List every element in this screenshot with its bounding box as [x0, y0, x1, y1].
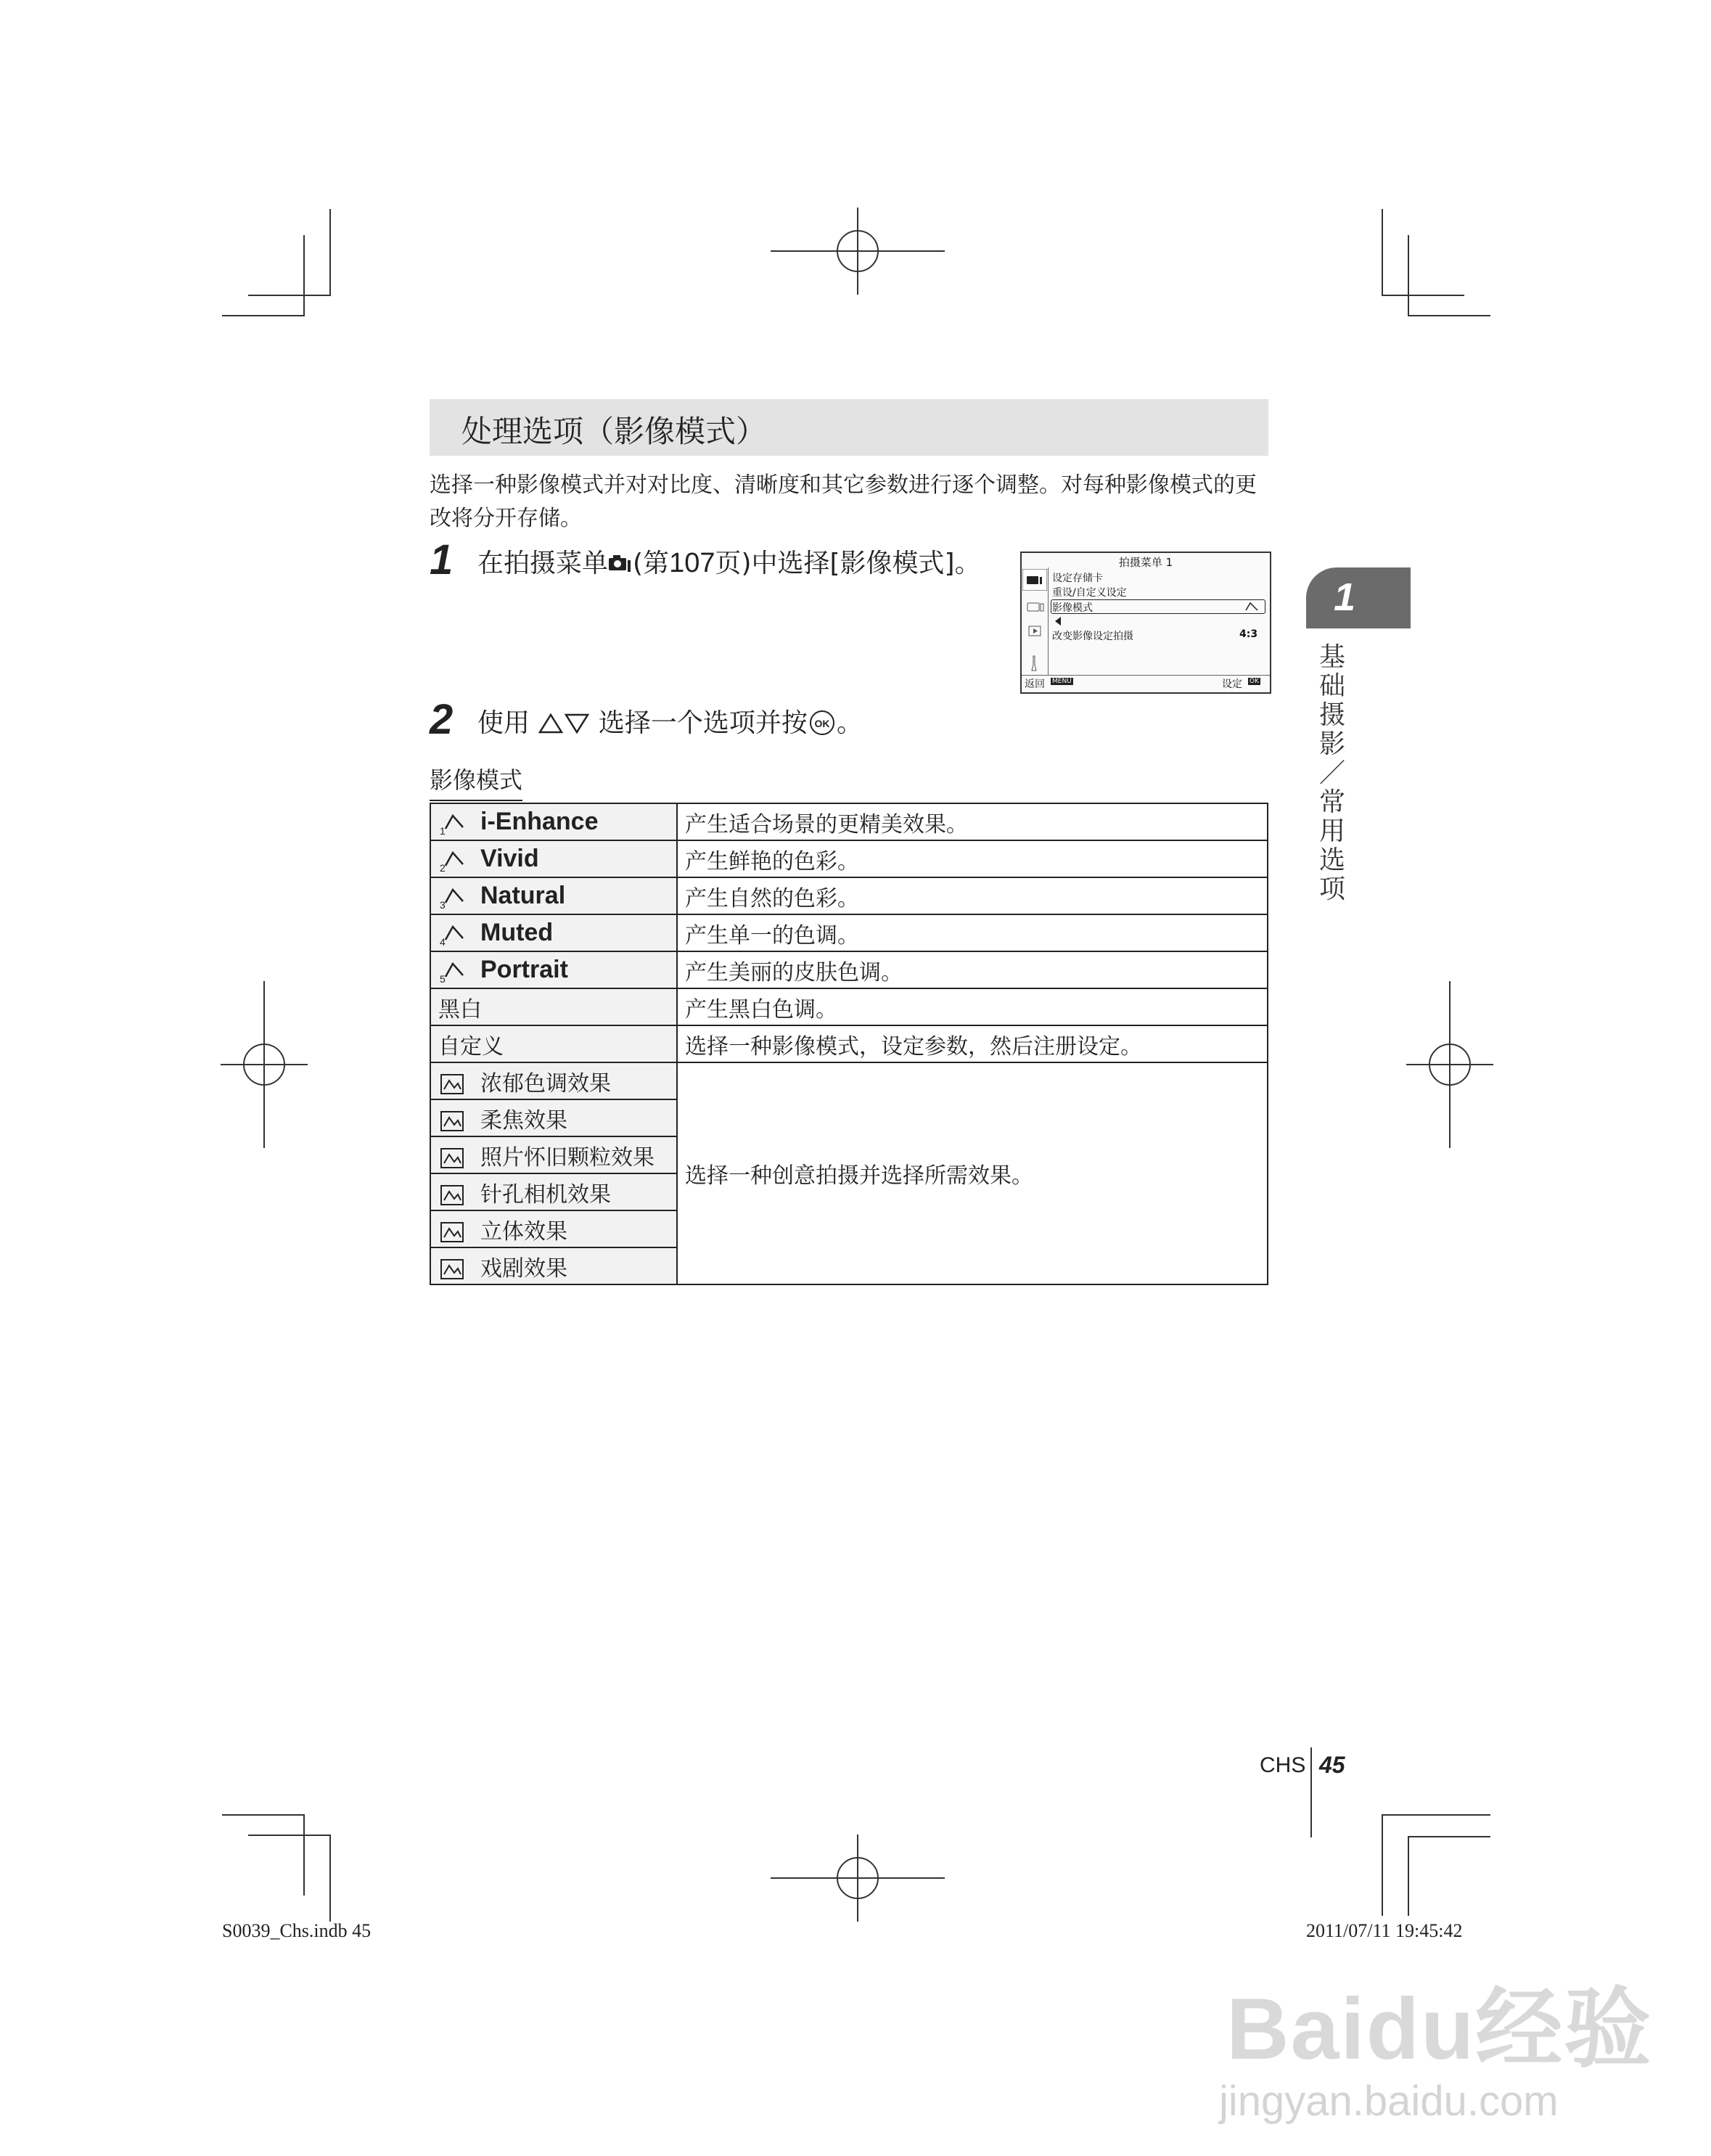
chapter-char: 用 [1318, 816, 1345, 846]
down-arrow-icon [564, 713, 590, 734]
camera-menu-title: 拍摄菜单 1 [1118, 556, 1173, 569]
art-filter-name: 针孔相机效果 [480, 1181, 611, 1208]
mode-description: 产生单一的色调。 [677, 914, 1268, 951]
registration-mark-left [221, 981, 308, 1148]
playback-menu-icon [1025, 624, 1046, 639]
camera-menu-row-card-setup: 设定存储卡 [1052, 573, 1103, 584]
step-1-page-ref: 107 [669, 548, 715, 578]
mode-cell [430, 803, 677, 840]
table-row [430, 840, 1268, 877]
art-filter-cell [430, 1099, 677, 1136]
watermark-brand: Baidu经验 [1226, 1980, 1653, 2078]
footer-divider [1310, 1747, 1312, 1837]
camera-menu-sidebar [1022, 567, 1049, 675]
camera-menu-row-reset: 重设/自定义设定 [1052, 587, 1127, 599]
mode-name: Natural [480, 881, 566, 909]
step-2-text-b: 选择一个选项并按 [598, 708, 808, 738]
print-slug-timestamp: 2011/07/11 19:45:42 [1306, 1920, 1463, 1941]
footer-language: CHS [1260, 1753, 1306, 1777]
chapter-char: 常 [1318, 787, 1345, 817]
mode-description: 产生黑白色调。 [677, 988, 1268, 1025]
art-filter-cell [430, 1173, 677, 1210]
camera-menu-set: 设定 [1222, 679, 1242, 690]
step-1-text-a: 在拍摄菜单 [477, 549, 609, 578]
art-filter-name: 浓郁色调效果 [480, 1070, 611, 1097]
step-2-text-c: 。 [836, 708, 863, 738]
mode-name: Vivid [480, 844, 539, 872]
picture-mode-icon-4 [438, 921, 467, 947]
picture-mode-icon-2 [438, 847, 467, 873]
art-filter-icon [438, 1146, 467, 1171]
table-row [430, 1062, 1268, 1099]
step-2-number: 2 [430, 696, 454, 743]
step-1-text-c: 页)中选择[影像模式]。 [715, 549, 981, 578]
mode-description: 选择一种影像模式，设定参数，然后注册设定。 [677, 1025, 1268, 1062]
art-filter-icon [438, 1220, 467, 1245]
menu-button-badge: MENU [1052, 678, 1072, 685]
chapter-char: 基 [1318, 642, 1345, 672]
svg-text:2: 2 [440, 862, 446, 874]
art-filter-cell [430, 1247, 677, 1284]
art-filter-cell [430, 1210, 677, 1247]
table-row [430, 877, 1268, 914]
ok-button-badge: OK [1250, 678, 1259, 685]
art-filter-name: 柔焦效果 [480, 1107, 567, 1134]
setup-menu-icon [1025, 655, 1046, 672]
mode-description: 产生自然的色彩。 [677, 877, 1268, 914]
chapter-number: 1 [1334, 575, 1356, 619]
svg-text:4: 4 [440, 936, 446, 948]
camera-menu-screenshot [1020, 552, 1271, 694]
up-arrow-icon [538, 713, 564, 734]
svg-text:3: 3 [440, 899, 446, 911]
step-2-text-a: 使用 [477, 708, 530, 738]
mode-name: i-Enhance [480, 807, 599, 835]
art-filter-icon [438, 1072, 467, 1097]
mode-cell [430, 914, 677, 951]
camera-menu-row-change-setting: 改变影像设定拍摄 [1052, 631, 1133, 642]
art-filter-icon [438, 1183, 467, 1208]
mode-name: 黑白 [430, 988, 677, 1025]
table-row [430, 988, 1268, 1025]
table-row [430, 803, 1268, 840]
camera-menu-aspect: 4:3 [1239, 628, 1258, 640]
shooting-menu-2-icon [1025, 599, 1046, 614]
step-2-text [477, 702, 863, 739]
section-heading-band [430, 399, 1268, 456]
art-filter-name: 照片怀旧颗粒效果 [480, 1144, 655, 1171]
mode-description: 产生鲜艳的色彩。 [677, 840, 1268, 877]
picture-mode-value-icon [1244, 601, 1260, 612]
mode-description: 产生美丽的皮肤色调。 [677, 951, 1268, 988]
footer-page-number: 45 [1319, 1752, 1345, 1778]
chapter-char: 础 [1318, 671, 1345, 701]
registration-mark-top [771, 208, 945, 295]
mode-name: Portrait [480, 955, 568, 983]
camera-menu-row-picture-mode: 影像模式 [1052, 602, 1093, 614]
chapter-char: ／ [1318, 758, 1345, 788]
mode-name: 自定义 [430, 1025, 677, 1062]
section-title: 处理选项（影像模式） [461, 414, 767, 449]
svg-text:1: 1 [440, 825, 446, 837]
registration-mark-right [1406, 981, 1493, 1148]
mode-description: 产生适合场景的更精美效果。 [677, 803, 1268, 840]
mode-cell [430, 877, 677, 914]
shooting-menu-1-icon [1022, 569, 1047, 591]
intro-paragraph: 选择一种影像模式并对对比度、清晰度和其它参数进行逐个调整。对每种影像模式的更改将分开存储。 [430, 472, 1257, 531]
picture-mode-icon-1 [438, 810, 467, 836]
picture-mode-table [430, 803, 1268, 1285]
step-1-text-b: (第 [633, 549, 670, 578]
chapter-char: 影 [1318, 729, 1345, 759]
svg-text:OK: OK [814, 718, 830, 729]
watermark-url: jingyan.baidu.com [1219, 2078, 1559, 2125]
table-row [430, 1025, 1268, 1062]
art-filter-cell [430, 1136, 677, 1173]
shooting-menu-icon [608, 553, 633, 575]
art-filter-name: 戏剧效果 [480, 1255, 567, 1282]
print-slug-file: S0039_Chs.indb 45 [222, 1920, 372, 1941]
art-filter-icon [438, 1109, 467, 1134]
chapter-char: 选 [1318, 845, 1345, 875]
chapter-char: 项 [1318, 874, 1345, 904]
ok-button-icon [808, 710, 837, 736]
svg-text:5: 5 [440, 973, 446, 985]
mode-name: Muted [480, 918, 554, 946]
step-1-text [477, 543, 981, 580]
camera-menu-back: 返回 [1025, 679, 1045, 690]
chapter-tab [1306, 567, 1411, 628]
chapter-char: 摄 [1318, 700, 1345, 730]
registration-mark-bottom [771, 1835, 945, 1922]
mode-cell [430, 951, 677, 988]
art-filter-cell [430, 1062, 677, 1099]
step-1-number: 1 [430, 536, 454, 583]
picture-mode-icon-3 [438, 884, 467, 910]
camera-menu-footer [1022, 675, 1270, 690]
picture-mode-icon-5 [438, 958, 467, 984]
art-filter-icon [438, 1257, 467, 1282]
art-filter-description: 选择一种创意拍摄并选择所需效果。 [677, 1062, 1268, 1284]
chapter-title-vertical [1318, 643, 1347, 904]
art-filter-name: 立体效果 [480, 1218, 567, 1245]
mode-cell [430, 840, 677, 877]
sound-icon [1054, 615, 1070, 627]
table-row [430, 914, 1268, 951]
table-row [430, 951, 1268, 988]
picture-mode-subheading: 影像模式 [430, 762, 522, 801]
